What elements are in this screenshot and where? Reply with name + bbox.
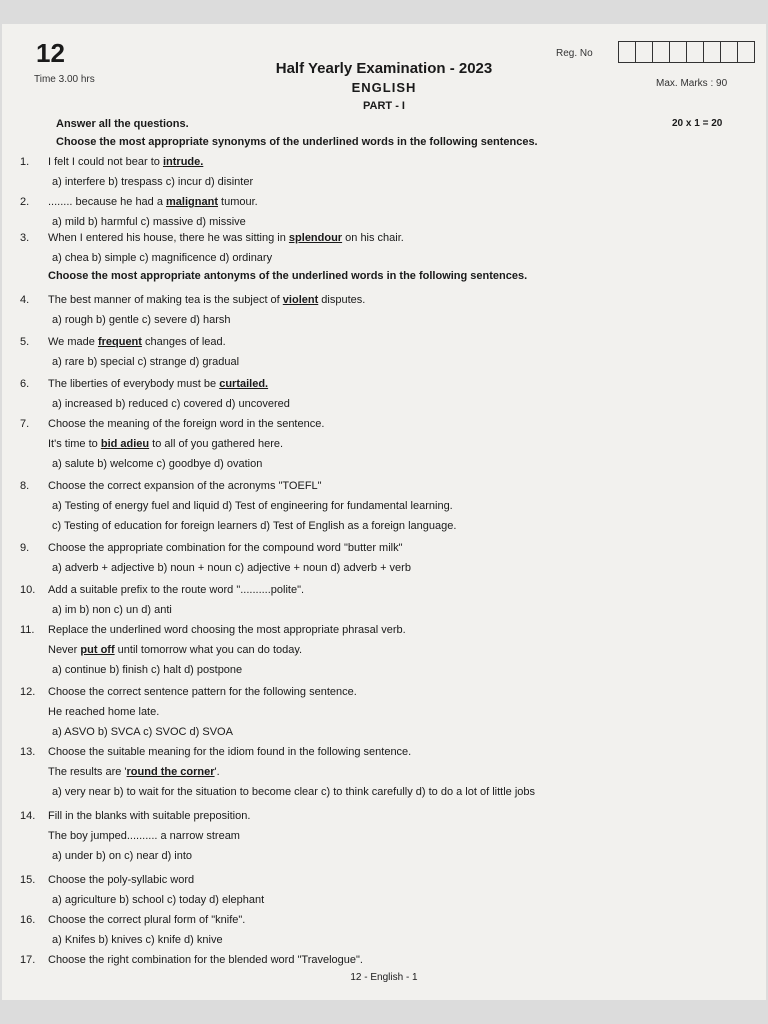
question-text <box>48 806 250 826</box>
question-text <box>48 870 194 890</box>
question-text-part: Fill in the blanks with suitable preposition. <box>48 810 251 822</box>
question-text-part: to all of you gathered here. <box>149 438 284 450</box>
question-options: a) Testing of energy fuel and liquid d) Test of engineering for fundamental learning. <box>52 500 453 512</box>
question-text-part: Replace the underlined word choosing the most appropriate phrasal verb. <box>48 624 406 636</box>
question-number: 12. <box>20 686 36 698</box>
page-footer: 12 - English - 1 <box>350 972 418 983</box>
question-text-part: Choose the correct plural form of "knife". <box>48 914 246 926</box>
question-text-part: '. <box>214 766 220 778</box>
question-options: a) under b) on c) near d) into <box>52 850 193 862</box>
question-number: 2. <box>20 196 30 208</box>
question-text <box>48 950 363 970</box>
underlined-word: violent <box>282 294 319 306</box>
question-number: 11. <box>20 624 35 636</box>
reg-no-label: Reg. No <box>556 48 593 59</box>
question-number: 3. <box>20 232 30 244</box>
question-options: a) rough b) gentle c) severe d) harsh <box>52 314 231 326</box>
underlined-word: round the corner <box>126 766 215 778</box>
question-text-part: Choose the poly-syllabic word <box>48 874 195 886</box>
underlined-word: bid adieu <box>100 438 150 450</box>
reg-no-boxes <box>618 41 755 63</box>
question-text <box>48 332 226 352</box>
exam-time: Time 3.00 hrs <box>34 74 95 85</box>
question-text-part: Choose the correct expansion of the acronyms "TOEFL" <box>48 480 322 492</box>
question-options: a) interfere b) trespass c) incur d) disinter <box>52 176 254 188</box>
question-text-part: The results are ' <box>48 766 127 778</box>
question-text-part: The liberties of everybody must be <box>48 378 220 390</box>
question-sentence <box>48 762 220 782</box>
question-text-part: Choose the right combination for the blended word "Travelogue". <box>48 954 363 966</box>
underlined-word: splendour <box>288 232 343 244</box>
question-text-part: until tomorrow what you can do today. <box>114 644 303 656</box>
question-options: a) im b) non c) un d) anti <box>52 604 172 616</box>
underlined-word: curtailed. <box>219 378 269 390</box>
question-text <box>48 192 258 212</box>
question-options: a) ASVO b) SVCA c) SVOC d) SVOA <box>52 726 233 738</box>
exam-title: Half Yearly Examination - 2023 <box>275 60 493 77</box>
subject-name: ENGLISH <box>351 80 417 95</box>
question-number: 5. <box>20 336 30 348</box>
question-text <box>48 580 304 600</box>
max-marks: Max. Marks : 90 <box>656 78 728 89</box>
underlined-word: malignant <box>166 196 218 208</box>
question-options: c) Testing of education for foreign learners d) Test of English as a foreign language. <box>52 520 457 532</box>
question-text <box>48 228 404 248</box>
question-text <box>48 476 322 496</box>
question-text-part: Choose the meaning of the foreign word in the sentence. <box>48 418 325 430</box>
question-options: a) very near b) to wait for the situation to become clear c) to think carefully d) to do a lot of little jobs <box>52 786 536 798</box>
part-label: PART - I <box>363 100 405 112</box>
instruction-answer-all: Answer all the questions. <box>56 118 189 130</box>
question-text-part: The boy jumped.......... a narrow stream <box>48 830 240 842</box>
question-options: a) mild b) harmful c) massive d) missive <box>52 216 246 228</box>
question-text-part: Never <box>48 644 81 656</box>
question-text <box>48 290 365 310</box>
question-text <box>48 538 403 558</box>
question-text-part: ........ because he had a <box>48 196 167 208</box>
question-sentence <box>48 826 240 846</box>
question-text <box>48 742 411 762</box>
question-number: 7. <box>20 418 30 430</box>
reg-box <box>721 42 738 62</box>
question-text-part: disputes. <box>318 294 366 306</box>
question-options: a) agriculture b) school c) today d) elephant <box>52 894 265 906</box>
question-text-part: Choose the suitable meaning for the idiom found in the following sentence. <box>48 746 412 758</box>
question-number: 13. <box>20 746 36 758</box>
reg-box <box>704 42 721 62</box>
instruction-synonyms: Choose the most appropriate synonyms of the underlined words in the following sentences. <box>56 136 538 148</box>
question-text <box>48 374 268 394</box>
question-number: 1. <box>20 156 30 168</box>
question-text-part: When I entered his house, there he was sitting in <box>48 232 289 244</box>
underlined-word: intrude. <box>162 156 204 168</box>
question-sentence <box>48 640 302 660</box>
marks-formula: 20 x 1 = 20 <box>672 118 723 129</box>
question-text-part: He reached home late. <box>48 706 160 718</box>
question-number: 17. <box>20 954 36 966</box>
question-text-part: changes of lead. <box>141 336 226 348</box>
question-text <box>48 152 203 172</box>
question-text-part: tumour. <box>217 196 258 208</box>
question-text-part: I felt I could not bear to <box>48 156 163 168</box>
instruction-antonyms: Choose the most appropriate antonyms of the underlined words in the following sentences. <box>48 270 528 282</box>
exam-paper <box>2 24 766 1000</box>
reg-box <box>738 42 754 62</box>
question-number: 8. <box>20 480 30 492</box>
question-text-part: Choose the appropriate combination for the compound word "butter milk" <box>48 542 403 554</box>
question-text-part: It's time to <box>48 438 101 450</box>
question-options: a) increased b) reduced c) covered d) uncovered <box>52 398 290 410</box>
question-number: 16. <box>20 914 36 926</box>
reg-box <box>636 42 653 62</box>
question-number: 9. <box>20 542 30 554</box>
question-number: 4. <box>20 294 30 306</box>
question-number: 15. <box>20 874 36 886</box>
reg-box <box>687 42 704 62</box>
question-text-part: The best manner of making tea is the subject of <box>48 294 283 306</box>
question-options: a) continue b) finish c) halt d) postpone <box>52 664 243 676</box>
reg-box <box>653 42 670 62</box>
question-options: a) Knifes b) knives c) knife d) knive <box>52 934 223 946</box>
question-text <box>48 682 357 702</box>
question-text-part: Choose the correct sentence pattern for the following sentence. <box>48 686 357 698</box>
question-number: 6. <box>20 378 30 390</box>
class-number: 12 <box>36 38 65 68</box>
reg-box <box>619 42 636 62</box>
question-options: a) adverb + adjective b) noun + noun c) adjective + noun d) adverb + verb <box>52 562 411 574</box>
underlined-word: put off <box>80 644 115 656</box>
question-text <box>48 620 406 640</box>
question-text-part: Add a suitable prefix to the route word "..........polite". <box>48 584 305 596</box>
question-text <box>48 414 324 434</box>
question-options: a) rare b) special c) strange d) gradual <box>52 356 240 368</box>
question-options: a) salute b) welcome c) goodbye d) ovation <box>52 458 263 470</box>
question-text-part: We made <box>48 336 98 348</box>
question-number: 10. <box>20 584 36 596</box>
question-options: a) chea b) simple c) magnificence d) ordinary <box>52 252 273 264</box>
question-text-part: on his chair. <box>342 232 404 244</box>
question-sentence <box>48 702 159 722</box>
question-number: 14. <box>20 810 36 822</box>
underlined-word: frequent <box>97 336 142 348</box>
reg-box <box>670 42 687 62</box>
question-sentence <box>48 434 283 454</box>
question-text <box>48 910 245 930</box>
